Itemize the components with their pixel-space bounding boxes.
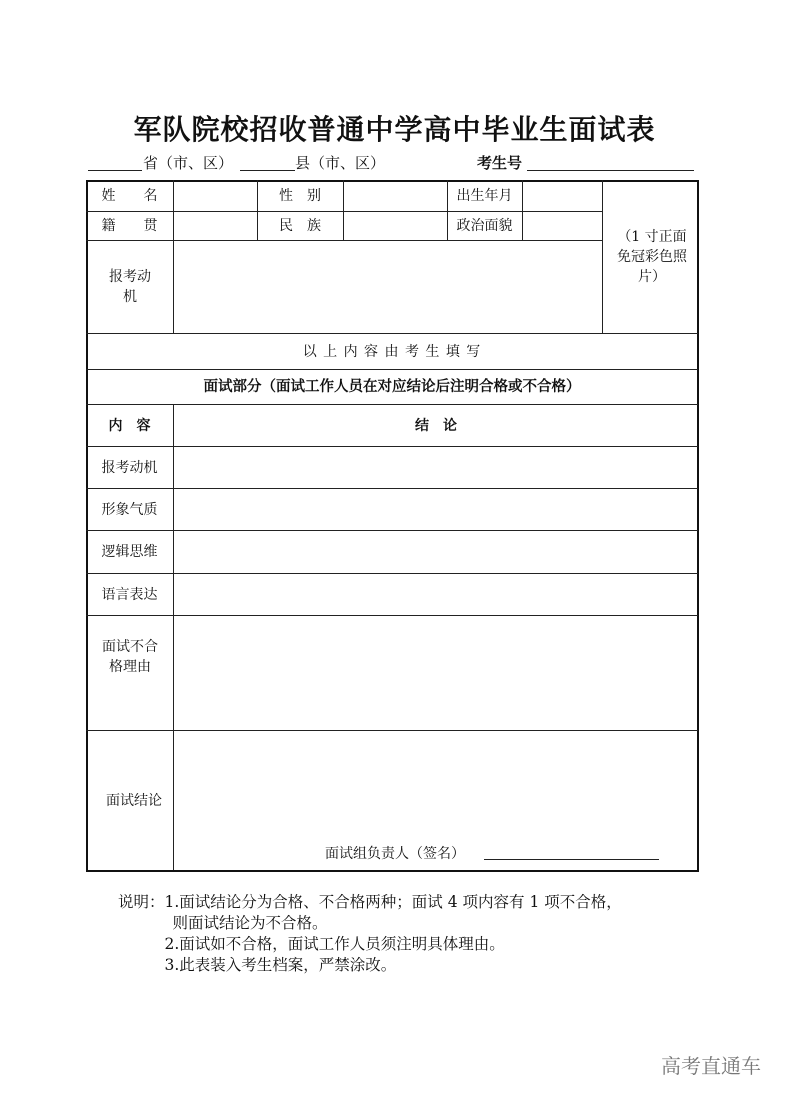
note-line: 3.此表装入考生档案，严禁涂改。	[164, 956, 397, 974]
interview-section-title: 面试部分（面试工作人员在对应结论后注明合格或不合格）	[203, 379, 581, 395]
province-label: 省（市、区）	[143, 154, 234, 172]
signature-line[interactable]	[484, 859, 659, 860]
motive-field[interactable]	[174, 241, 602, 333]
item-result-field[interactable]	[174, 531, 698, 573]
political-field[interactable]	[523, 211, 602, 240]
signature-label: 面试组负责人（签名）	[325, 846, 465, 862]
item-result-field[interactable]	[174, 574, 698, 615]
birth-label: 出生年月	[456, 188, 513, 204]
county-blank	[240, 170, 295, 171]
origin-field[interactable]	[174, 211, 257, 240]
watermark: 高考直通车	[661, 1054, 761, 1078]
exam-no-label: 考生号	[477, 154, 523, 172]
notes	[118, 892, 622, 976]
gender-label: 性 别	[279, 188, 321, 204]
province-blank	[88, 170, 142, 171]
motive-label: 报考动机	[109, 268, 151, 305]
ethnicity-field[interactable]	[344, 211, 447, 240]
birth-field[interactable]	[523, 181, 602, 211]
notes-label: 说明：	[118, 893, 165, 911]
photo-placeholder: （1 寸正面免冠彩色照片）	[617, 229, 687, 285]
political-label: 政治面貌	[456, 217, 513, 234]
item-result-field[interactable]	[174, 447, 698, 488]
conclusion-field[interactable]	[174, 731, 698, 841]
origin-label: 籍 贯	[101, 217, 158, 234]
note-line: 则面试结论为不合格。	[172, 914, 328, 932]
item-label: 逻辑思维	[101, 544, 158, 560]
name-label: 姓 名	[101, 188, 158, 204]
ethnicity-label: 民 族	[279, 217, 321, 234]
item-result-field[interactable]	[174, 489, 698, 530]
gender-field[interactable]	[344, 181, 447, 211]
item-label: 语言表达	[101, 586, 158, 603]
fail-reason-field[interactable]	[174, 616, 698, 730]
page-title: 军队院校招收普通中学高中毕业生面试表	[133, 113, 656, 146]
content-column-header: 内 容	[108, 417, 151, 434]
conclusion-label: 面试结论	[106, 792, 162, 809]
note-line: 2.面试如不合格，面试工作人员须注明具体理由。	[164, 935, 505, 953]
name-field[interactable]	[174, 181, 257, 211]
exam-no-blank	[527, 170, 694, 171]
county-label: 县（市、区）	[295, 154, 386, 172]
note-line: 1.面试结论分为合格、不合格两种；面试 4 项内容有 1 项不合格，	[164, 893, 622, 911]
filled-by-applicant-note: 以 上 内 容 由 考 生 填 写	[302, 343, 482, 360]
fail-reason-label: 面试不合格理由	[102, 639, 158, 675]
divider	[602, 180, 603, 333]
item-label: 报考动机	[101, 459, 158, 476]
item-label: 形象气质	[101, 501, 158, 518]
result-column-header: 结 论	[415, 417, 457, 434]
